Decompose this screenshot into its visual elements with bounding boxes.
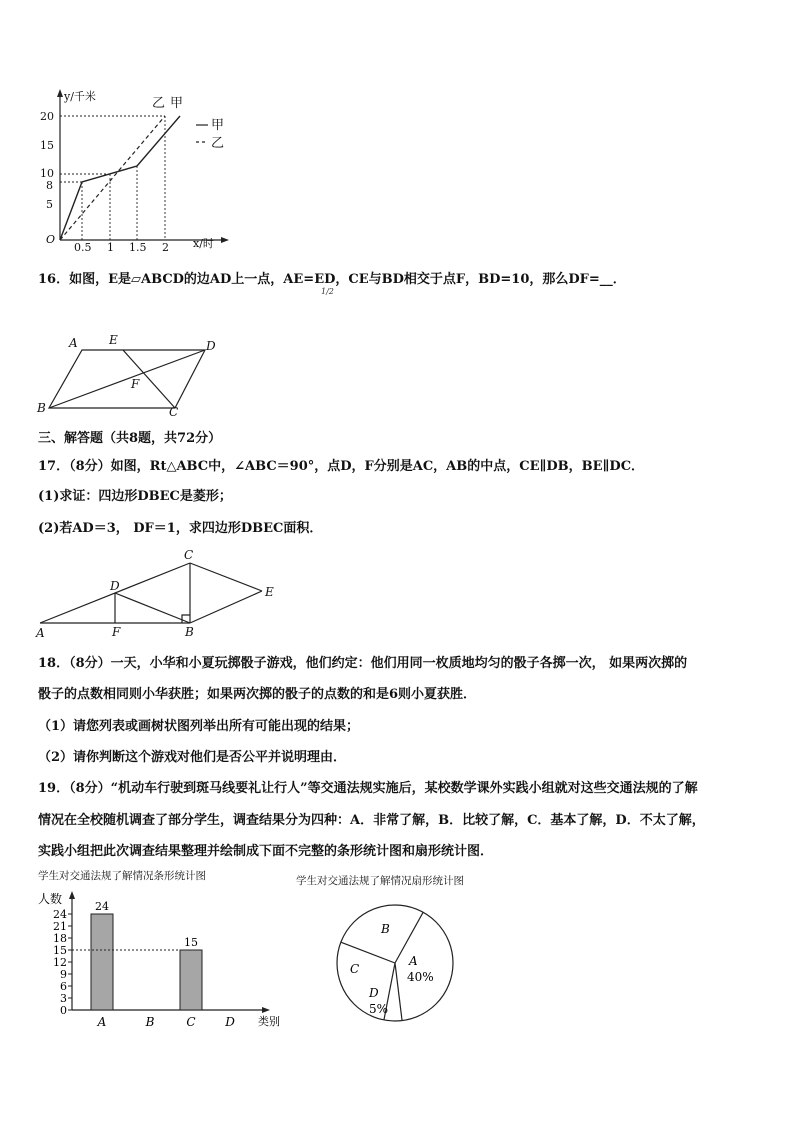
bar-y-tick-3: 3 xyxy=(60,992,67,1005)
bar-category-B: B xyxy=(145,1015,155,1029)
q17-sub1: (1)求证：四边形DBEC是菱形； xyxy=(38,489,232,504)
label-F: F xyxy=(131,377,140,391)
label-F: F xyxy=(112,625,121,639)
q19-line1: 19．（8分）“机动车行驶到斑马线要礼让行人”等交通法规实施后，某校数学课外实践小组就对这些交通法规的了解 xyxy=(38,781,698,796)
pie-slice-label-A: A xyxy=(409,954,418,968)
y-axis-label: y/千米 xyxy=(64,90,96,103)
pie-chart-title: 学生对交通法规了解情况扇形统计图 xyxy=(296,875,464,887)
q16-text-a: 16．如图，E是▱ABCD的边AD上一点，AE= xyxy=(38,272,315,287)
bar-y-tick-0: 0 xyxy=(60,1004,67,1017)
y-tick-5: 5 xyxy=(46,198,53,211)
y-tick-20: 20 xyxy=(40,110,54,123)
label-A: A xyxy=(69,336,78,350)
label-B: B xyxy=(37,401,46,415)
origin-label: O xyxy=(46,233,56,246)
bar-y-tick-18: 18 xyxy=(53,932,67,945)
label-B: B xyxy=(185,625,194,639)
q18-sub1: （1）请您列表或画树状图列举出所有可能出现的结果； xyxy=(38,719,360,734)
bar-C xyxy=(180,950,202,1010)
pie-percent-D: 5% xyxy=(369,1002,389,1016)
bar-value-C: 15 xyxy=(184,936,198,949)
parallelogram-figure xyxy=(35,332,225,422)
q18-line1: 18．（8分）一天，小华和小夏玩掷骰子游戏，他们约定：他们用同一枚质地均匀的骰子各掷一次， 如果两次掷的 xyxy=(38,656,688,671)
legend-yi: 乙 xyxy=(211,136,225,151)
q19-line2: 情况在全校随机调查了部分学生，调查结果分为四种：A．非常了解，B．比较了解，C．基本了解，D．不太了解， xyxy=(38,813,705,828)
label-C: C xyxy=(184,548,194,562)
bar-category-C: C xyxy=(186,1015,196,1029)
bar-y-tick-24: 24 xyxy=(53,908,67,921)
pie-divider-1 xyxy=(395,963,402,1021)
bar-category-A: A xyxy=(97,1015,107,1029)
label-D: D xyxy=(110,579,120,593)
x-axis-arrow xyxy=(221,237,229,243)
pie-percent-A: 40% xyxy=(407,970,434,984)
section-heading: 三、解答题（共8题，共72分） xyxy=(38,431,222,446)
bar-y-tick-9: 9 xyxy=(60,968,67,981)
bar-value-A: 24 xyxy=(95,900,109,913)
line-label-jia: 甲 xyxy=(170,96,184,111)
q18-sub2: （2）请你判断这个游戏对他们是否公平并说明理由． xyxy=(38,750,347,765)
label-A: A xyxy=(36,626,45,640)
q16-fraction-text: 1/2 xyxy=(321,287,334,296)
bar-x-axis-arrow xyxy=(262,1007,270,1013)
x-axis-label: x/时 xyxy=(193,237,214,250)
x-tick-1: 1 xyxy=(107,241,114,254)
pie-slice-label-B: B xyxy=(381,922,390,936)
bar-x-axis-label: 类别 xyxy=(258,1015,280,1028)
bar-y-tick-6: 6 xyxy=(60,980,67,993)
pie-slice-label-C: C xyxy=(350,962,360,976)
pie-divider-3 xyxy=(341,942,395,963)
distance-time-graph xyxy=(30,85,250,255)
y-tick-15: 15 xyxy=(40,139,54,152)
label-E: E xyxy=(109,333,118,347)
label-C: C xyxy=(169,405,179,419)
bar-y-tick-15: 15 xyxy=(53,944,67,957)
bar-category-D: D xyxy=(225,1015,235,1029)
bar-y-axis-arrow xyxy=(69,891,75,899)
series-jia-line xyxy=(60,116,180,240)
y-tick-10: 10 xyxy=(40,167,54,180)
q17-line1: 17．（8分）如图，Rt△ABC中，∠ABC＝90°，点D，F分别是AC，AB的中点，CE∥DB，BE∥DC． xyxy=(38,459,645,474)
line-label-yi: 乙 xyxy=(152,96,166,111)
label-D: D xyxy=(206,339,216,353)
q18-line2: 骰子的点数相同则小华获胜；如果两次掷的骰子的点数的和是6则小夏获胜． xyxy=(38,687,477,702)
q16-fraction xyxy=(321,287,334,296)
series-yi-line xyxy=(60,116,165,240)
q17-sub2: (2)若AD＝3， DF＝1，求四边形DBEC面积． xyxy=(38,521,323,536)
label-E: E xyxy=(265,585,274,599)
pie-chart xyxy=(325,893,465,1033)
x-tick-0.5: 0.5 xyxy=(74,241,92,254)
bar-y-tick-12: 12 xyxy=(53,956,67,969)
q19-line3: 实践小组把此次调查结果整理并绘制成下面不完整的条形统计图和扇形统计图． xyxy=(38,844,494,859)
bar-chart xyxy=(30,885,300,1035)
bar-A xyxy=(91,914,113,1010)
bar-chart-title: 学生对交通法规了解情况条形统计图 xyxy=(38,870,206,882)
rhombus-figure xyxy=(30,548,290,640)
legend-jia: 甲 xyxy=(211,118,225,133)
x-tick-1.5: 1.5 xyxy=(129,241,147,254)
q16-text-b: ED，CE与BD相交于点F，BD=10，那么DF=__． xyxy=(314,272,626,287)
bar-y-axis-label: 人数 xyxy=(38,892,63,906)
y-tick-8: 8 xyxy=(46,179,53,192)
bar-y-tick-21: 21 xyxy=(53,920,67,933)
pie-slice-label-D: D xyxy=(369,986,379,1000)
y-axis-arrow xyxy=(57,89,63,97)
x-tick-2: 2 xyxy=(162,241,169,254)
